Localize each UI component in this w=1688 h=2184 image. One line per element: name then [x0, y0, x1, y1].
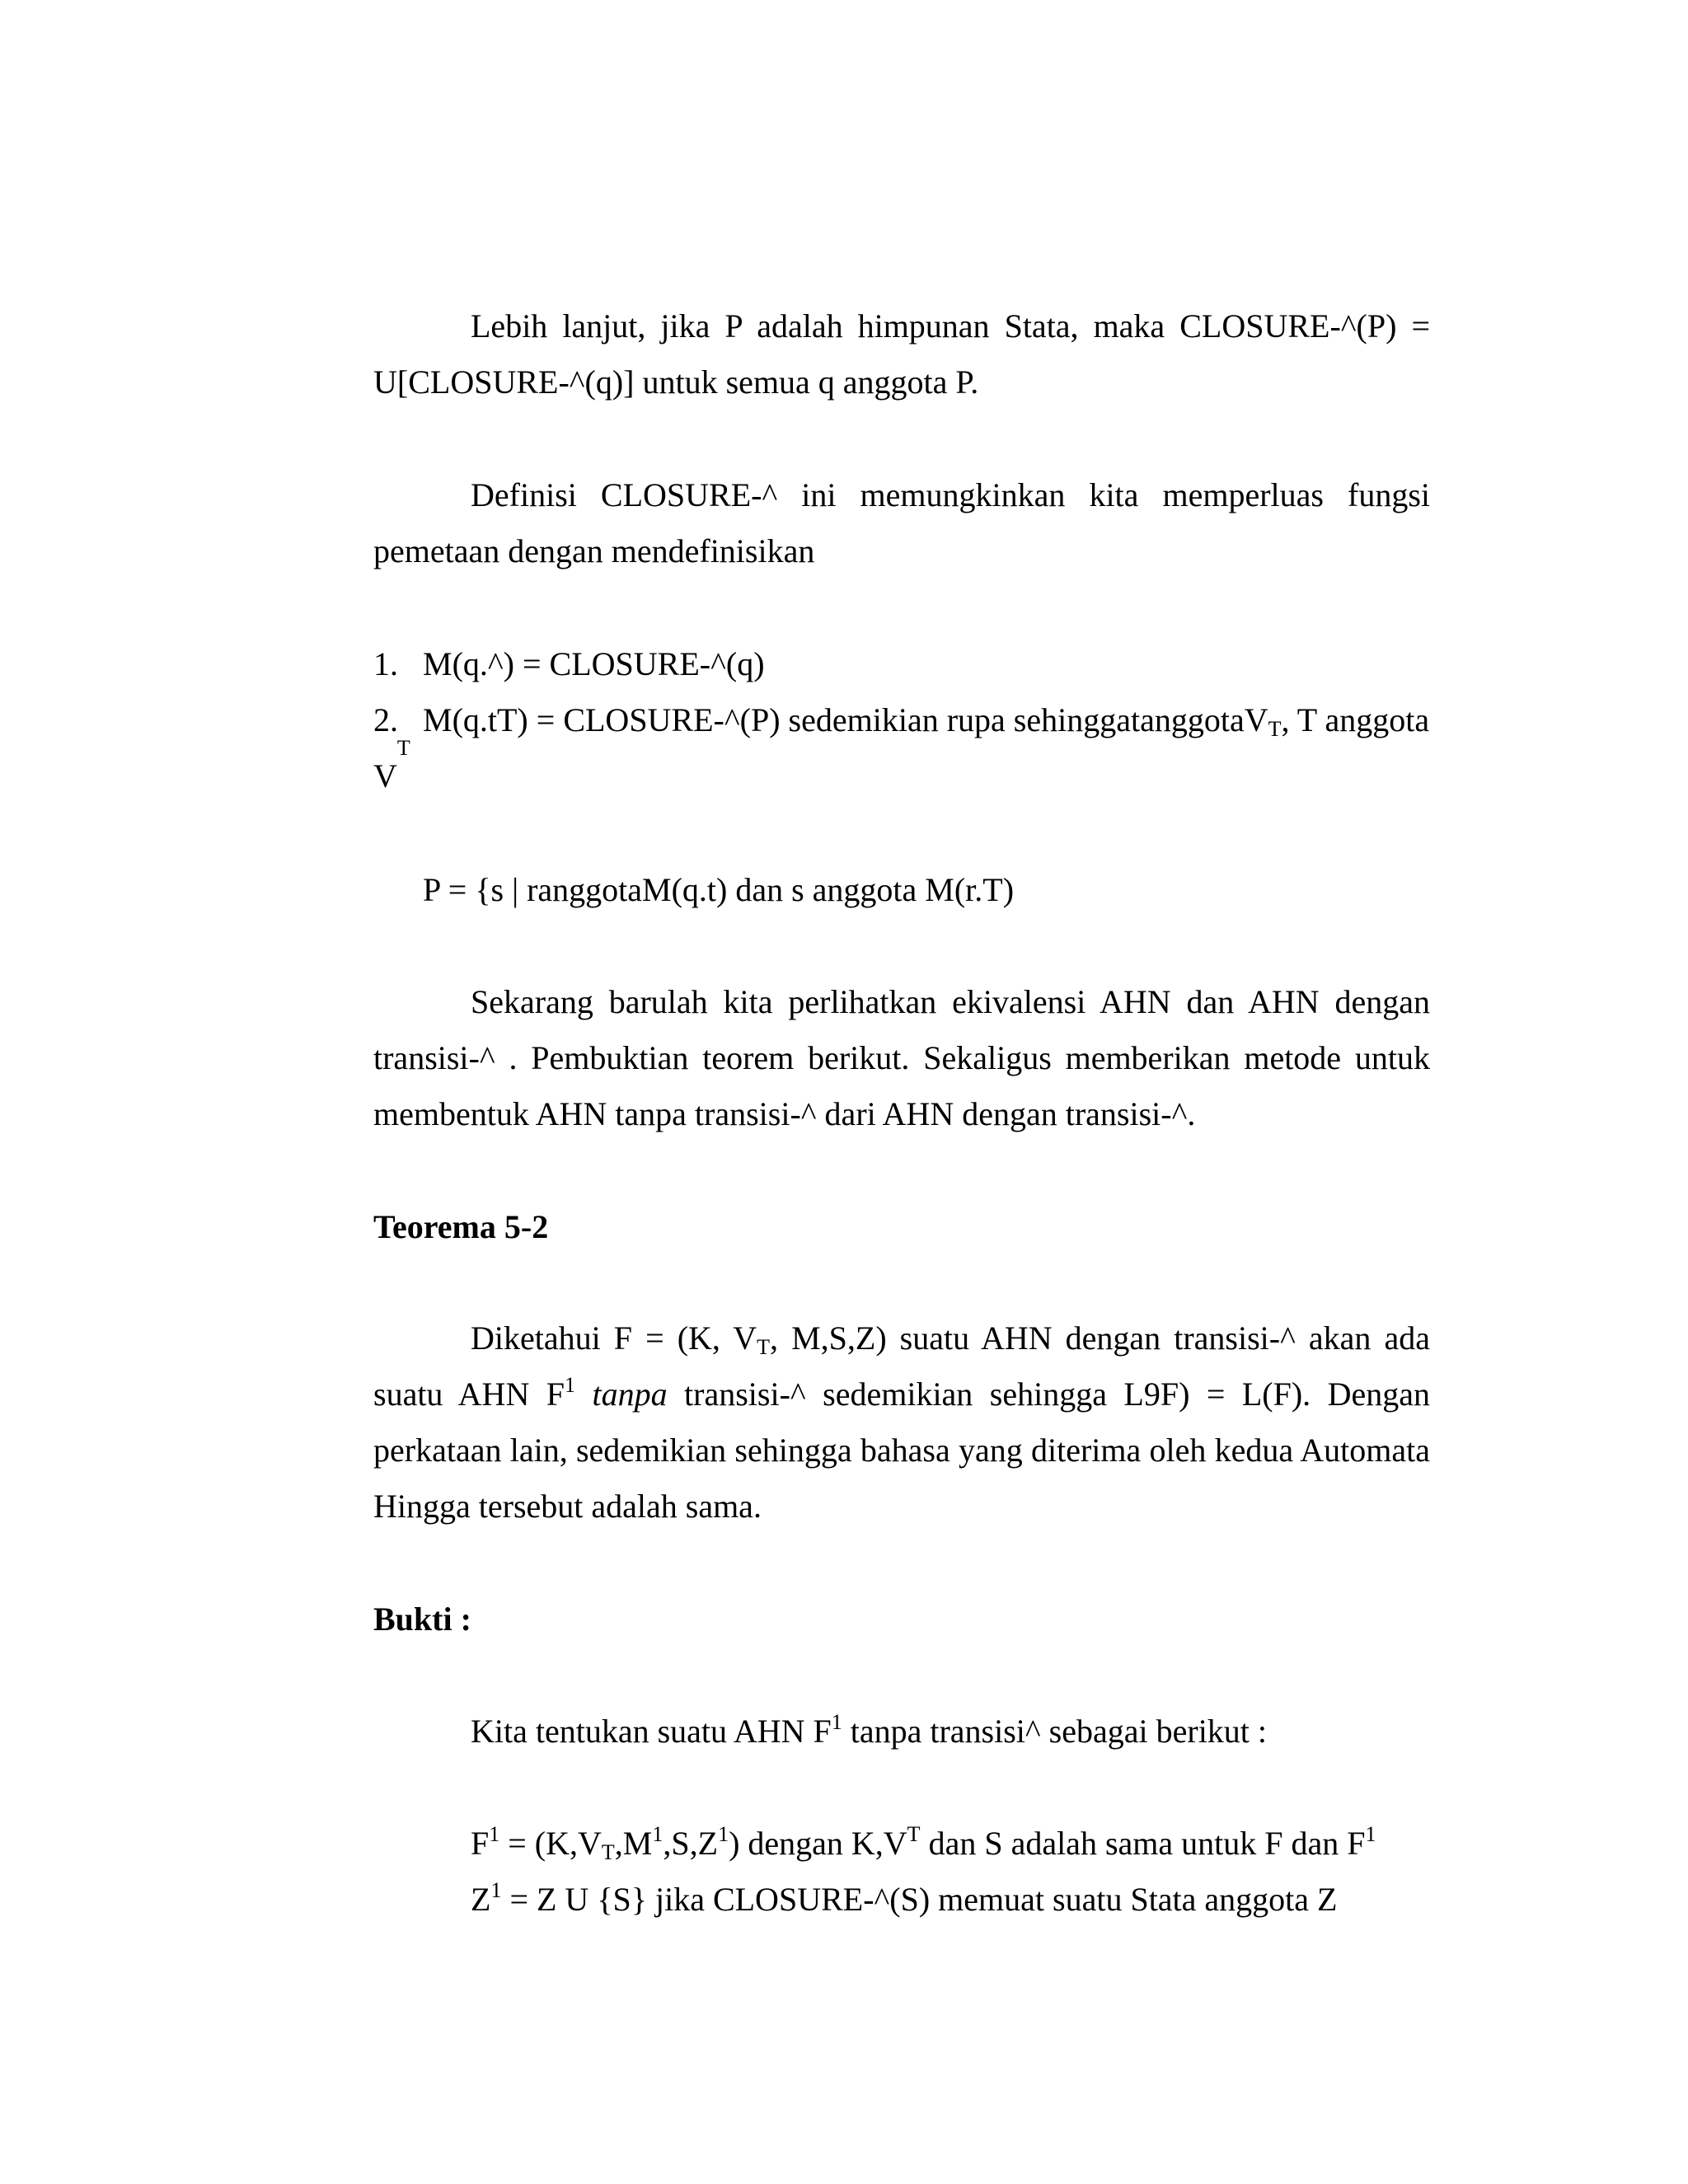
list-item-text: M(q.^) = CLOSURE-^(q) — [423, 645, 765, 682]
formula-z1: $Z^1 = Z$ U {S} jika CLOSURE-^(S) memuat suatu Stata anggota Z — [471, 1878, 1338, 1918]
definition-list — [373, 636, 1430, 804]
list-item — [373, 636, 1430, 692]
formula-text: P = {s | ranggotaM(q.t) dan s anggota M(r.T) — [423, 871, 1015, 908]
paragraph-equivalence — [373, 974, 1430, 1142]
paragraph-proof-intro: Kita tentukan suatu AHN $F^1$ tanpa transisi^ sebagai berikut : — [471, 1710, 1268, 1750]
paragraph-theorem: Diketahui F = (K, $V_T$, M,S,Z) suatu AHN dengan transisi-^ akan ada suatu AHN $F^1$ tanpa transisi-^ sedemikian sehingga L9F) = L(F). Dengan perkataan lain, sedemikian sehingga bahasa yang diterima oleh kedua Automata Hingga tersebut adalah sama. — [373, 1319, 1431, 1525]
paragraph-definition — [373, 467, 1430, 579]
list-item-text: M(q.tT) = CLOSURE-^(P) sedemikian rupa sehinggatanggotaV$_T$, T anggota — [423, 701, 1430, 741]
list-item-continuation: V T — [373, 736, 410, 794]
list-item — [373, 692, 1430, 748]
paragraph-text: Lebih lanjut, jika P adalah himpunan Stata, maka CLOSURE-^(P) = U[CLOSURE-^(q)] untuk semua q anggota P. — [373, 307, 1430, 401]
paragraph-text: Sekarang barulah kita perlihatkan ekivalensi AHN dan AHN dengan transisi-^ . Pembuktian teorem berikut. Sekaligus memberikan metode untuk membentuk AHN tanpa transisi-^ dari AHN dengan transisi-^. — [373, 983, 1430, 1132]
theorem-heading: Teorema 5-2 — [373, 1208, 549, 1245]
paragraph-closure-set — [373, 298, 1430, 410]
list-number: 1. — [373, 645, 398, 682]
paragraph-text: Definisi CLOSURE-^ ini memungkinkan kita memperluas fungsi pemetaan dengan mendefinisikan — [373, 476, 1430, 569]
formula-f1: $F^1 = (K,V_T,M^1,S,Z^1)$ dengan $K,V^T$ dan S adalah sama untuk F dan $F^1$ — [471, 1822, 1376, 1864]
proof-heading: Bukti : — [373, 1601, 471, 1638]
list-number: 2. — [373, 701, 398, 738]
set-definition — [373, 862, 1430, 918]
